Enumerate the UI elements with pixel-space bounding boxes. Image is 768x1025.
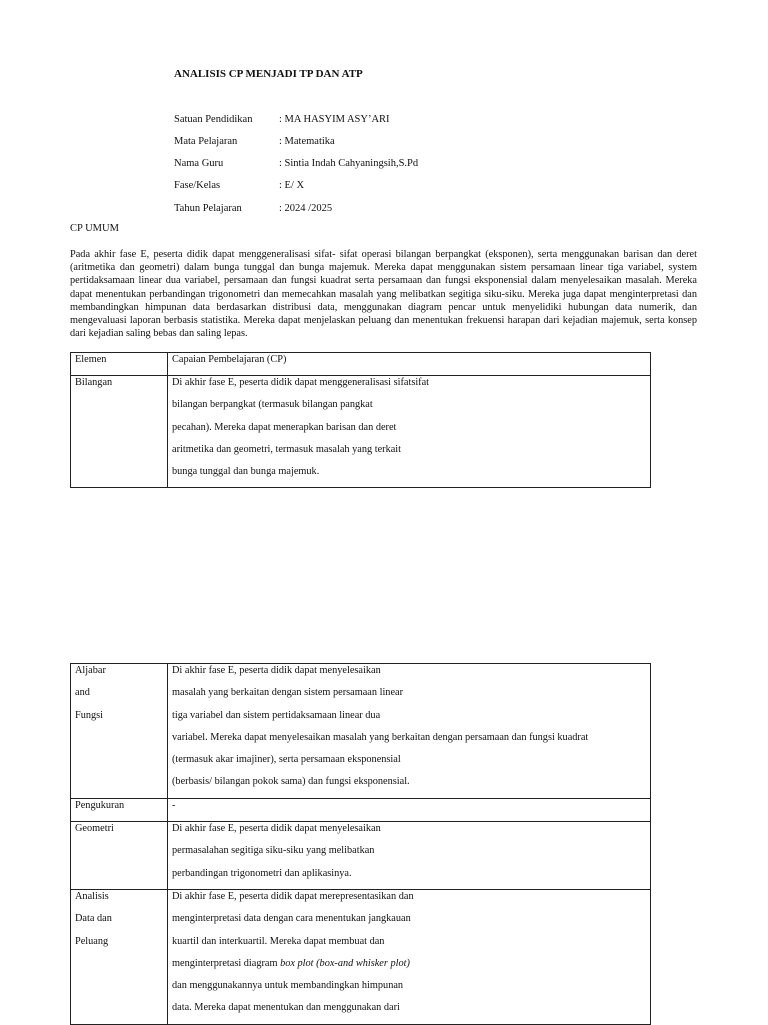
info-value: : MA HASYIM ASY’ARI: [279, 114, 390, 125]
elemen-text: Bilangan: [75, 377, 113, 388]
info-label: Tahun Pelajaran: [174, 203, 242, 214]
elemen-cell: [71, 664, 168, 799]
cp-line: pecahan). Mereka dapat menerapkan barisan dan deret: [172, 421, 397, 433]
cp-line: data. Mereka dapat menentukan dan menggunakan dari: [172, 1002, 400, 1014]
cp-line: -: [172, 799, 176, 811]
info-value: : E/ X: [279, 180, 305, 191]
cp-line: (termasuk akar imajiner), serta persamaan eksponensial: [172, 754, 401, 766]
info-value: : Sintia Indah Cahyaningsih,S.Pd: [279, 158, 419, 169]
table-row: [71, 889, 651, 1024]
info-label: Fase/Kelas: [174, 180, 221, 191]
elemen-cell: [71, 889, 168, 1024]
table-row: [71, 798, 651, 821]
document-title: ANALISIS CP MENJADI TP DAN ATP: [174, 68, 363, 80]
cp-line: Di akhir fase E, peserta didik dapat merepresentasikan dan: [172, 890, 414, 902]
cp-line: bunga tunggal dan bunga majemuk.: [172, 466, 320, 478]
cp-line: aritmetika dan geometri, termasuk masalah yang terkait: [172, 443, 402, 455]
info-label: Satuan Pendidikan: [174, 114, 253, 125]
cp-line: bilangan berpangkat (termasuk bilangan pangkat: [172, 399, 373, 411]
cp-cell: [168, 798, 651, 821]
elemen-cell: [71, 822, 168, 890]
elemen-text: Aljabar: [75, 665, 106, 676]
table-row: [71, 822, 651, 890]
cp-line: Di akhir fase E, peserta didik dapat menggeneralisasi sifatsifat: [172, 377, 430, 388]
cp-line: menginterpretasi data dengan cara menentukan jangkauan: [172, 913, 411, 925]
info-value: : Matematika: [279, 136, 335, 147]
cp-table-1: [70, 352, 651, 488]
cp-line: tiga variabel dan sistem pertidaksamaan linear dua: [172, 709, 381, 721]
elemen-cell: [71, 376, 168, 488]
cp-line: masalah yang berkaitan dengan sistem persamaan linear: [172, 687, 404, 699]
cp-line: permasalahan segitiga siku-siku yang melibatkan: [172, 845, 375, 857]
elemen-text: Data dan: [75, 913, 112, 925]
info-label: Nama Guru: [174, 158, 224, 169]
info-value: : 2024 /2025: [279, 203, 333, 214]
cp-line: dan menggunakannya untuk membandingkan himpunan: [172, 980, 404, 992]
header-cp: Capaian Pembelajaran (CP): [168, 353, 651, 376]
table-header-row: [71, 353, 651, 376]
cp-line: Di akhir fase E, peserta didik dapat menyelesaikan: [172, 823, 381, 835]
cp-cell: [168, 822, 651, 890]
elemen-text: Peluang: [75, 935, 109, 947]
elemen-text: Analisis: [75, 890, 109, 902]
elemen-text: Pengukuran: [75, 799, 125, 811]
cp-line: variabel. Mereka dapat menyelesaikan masalah yang berkaitan dengan persamaan dan fungsi kuadrat: [172, 731, 589, 743]
cp-cell: [168, 376, 651, 488]
cp-line: perbandingan trigonometri dan aplikasinya.: [172, 867, 352, 879]
elemen-cell: [71, 798, 168, 821]
elemen-text: and: [75, 687, 90, 699]
cp-cell: [168, 664, 651, 799]
cp-umum-heading: CP UMUM: [70, 223, 119, 234]
cp-umum-paragraph: Pada akhir fase E, peserta didik dapat menggeneralisasi sifat- sifat operasi bilangan berpangkat (eksponen), serta menggunakan barisan dan deret (aritmetika dan geometri) dalam bunga tunggal dan bunga majemuk. Mereka dapat menggunakan sistem persamaan linear tiga variabel, system pertidaksamaan linear dua variabel, persamaan dan fungsi kuadrat serta persamaan dan fungsi eksponensial dalam menyelesaikan masalah. Mereka dapat menentukan perbandingan trigonometri dan memecahkan masalah yang melibatkan segitiga siku-siku. Mereka juga dapat menginterpretasi dan membandingkan himpunan data berdasarkan distribusi data, menggunakan diagram pencar untuk menyelidiki hubungan data numerik, dan mengevaluasi laporan berbasis statistika. Mereka dapat menjelaskan peluang dan menentukan frekuensi harapan dari kejadian majemuk, serta konsep dari kejadian saling bebas dan saling lepas.: [70, 249, 697, 340]
elemen-text: Fungsi: [75, 709, 104, 721]
cp-line: (berbasis/ bilangan pokok sama) dan fungsi eksponensial.: [172, 776, 410, 788]
cp-cell: [168, 889, 651, 1024]
elemen-text: Geometri: [75, 823, 114, 835]
table-row: [71, 376, 651, 488]
italic-term: box plot (box-and whisker plot): [280, 957, 410, 969]
table-row: [71, 664, 651, 799]
cp-line: Di akhir fase E, peserta didik dapat menyelesaikan: [172, 665, 381, 676]
info-label: Mata Pelajaran: [174, 136, 238, 147]
header-elemen: Elemen: [71, 353, 168, 376]
cp-table-2: [70, 663, 651, 1025]
cp-line: kuartil dan interkuartil. Mereka dapat membuat dan: [172, 935, 385, 947]
cp-line-boxplot: menginterpretasi diagram box plot (box-and whisker plot): [172, 957, 410, 969]
